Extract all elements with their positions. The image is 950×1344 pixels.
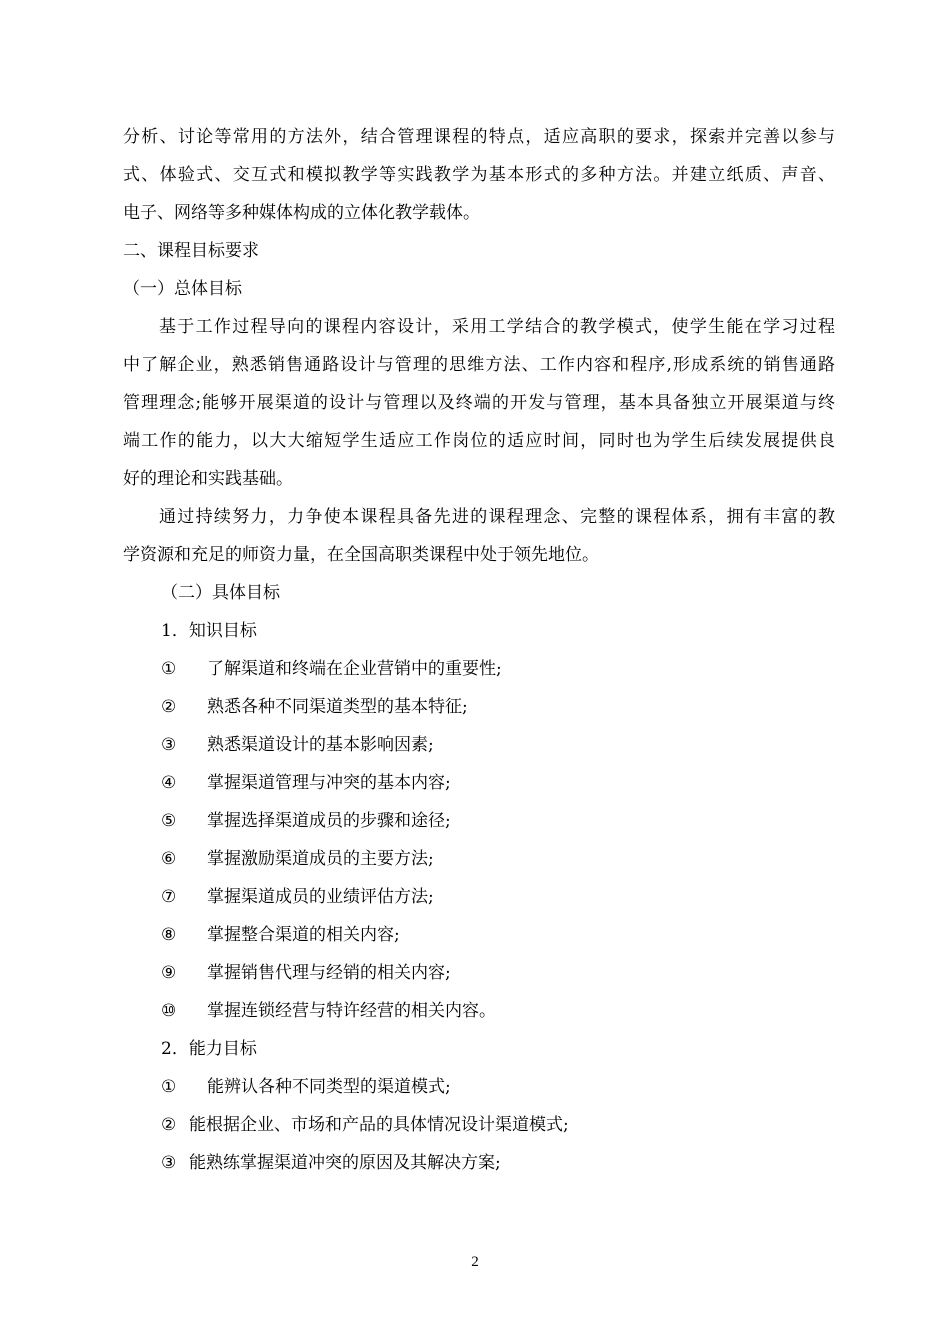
list-number: ③ (161, 1153, 177, 1173)
list-item (123, 764, 835, 802)
list-number: ① (161, 659, 177, 679)
list-number: ② (161, 697, 177, 717)
list-item (123, 878, 835, 916)
list-item (123, 802, 835, 840)
list-item (123, 840, 835, 878)
list-item (123, 992, 835, 1030)
list-text: 掌握销售代理与经销的相关内容; (207, 963, 451, 983)
list-number: ⑧ (161, 925, 177, 945)
list-item (123, 650, 835, 688)
list-item (123, 1106, 835, 1144)
list-item (123, 726, 835, 764)
list-item (123, 1144, 835, 1182)
section-heading: 二、课程目标要求 (123, 241, 259, 261)
list-text: 能根据企业、市场和产品的具体情况设计渠道模式; (189, 1115, 569, 1135)
subsection-heading-specific: （二）具体目标 (161, 583, 280, 603)
list-number: ③ (161, 735, 177, 755)
knowledge-goals-heading: 1．知识目标 (161, 621, 257, 641)
paragraph-line: 基于工作过程导向的课程内容设计，采用工学结合的教学模式，使学生能在学习过程 (159, 317, 835, 337)
paragraph-line: 电子、网络等多种媒体构成的立体化教学载体。 (123, 203, 480, 223)
page-number: 2 (471, 1254, 479, 1270)
paragraph-line: 中了解企业，熟悉销售通路设计与管理的思维方法、工作内容和程序,形成系统的销售通路 (123, 355, 835, 375)
list-text: 掌握选择渠道成员的步骤和途径; (207, 811, 451, 831)
list-number: ⑦ (161, 887, 177, 907)
list-text: 熟悉渠道设计的基本影响因素; (207, 735, 434, 755)
list-number: ⑩ (161, 1001, 177, 1021)
page-content (123, 118, 835, 1182)
ability-goals-heading: 2．能力目标 (161, 1039, 257, 1059)
list-number: ② (161, 1115, 177, 1135)
list-text: 掌握激励渠道成员的主要方法; (207, 849, 434, 869)
paragraph-line: 分析、讨论等常用的方法外，结合管理课程的特点，适应高职的要求，探索并完善以参与 (123, 127, 835, 147)
list-number: ⑥ (161, 849, 177, 869)
list-item (123, 916, 835, 954)
list-number: ① (161, 1077, 177, 1097)
list-item (123, 954, 835, 992)
list-item (123, 688, 835, 726)
list-text: 了解渠道和终端在企业营销中的重要性; (207, 659, 502, 679)
paragraph-line: 管理理念;能够开展渠道的设计与管理以及终端的开发与管理，基本具备独立开展渠道与终 (123, 393, 835, 413)
subsection-heading-general: （一）总体目标 (123, 279, 242, 299)
list-text: 能辨认各种不同类型的渠道模式; (207, 1077, 451, 1097)
paragraph-line: 学资源和充足的师资力量，在全国高职类课程中处于领先地位。 (123, 545, 599, 565)
list-number: ⑨ (161, 963, 177, 983)
list-text: 掌握连锁经营与特许经营的相关内容。 (207, 1001, 496, 1021)
list-number: ④ (161, 773, 177, 793)
list-text: 掌握渠道成员的业绩评估方法; (207, 887, 434, 907)
paragraph-line: 端工作的能力，以大大缩短学生适应工作岗位的适应时间，同时也为学生后续发展提供良 (123, 431, 835, 451)
paragraph-line: 好的理论和实践基础。 (123, 469, 293, 489)
list-text: 掌握渠道管理与冲突的基本内容; (207, 773, 451, 793)
list-text: 能熟练掌握渠道冲突的原因及其解决方案; (189, 1153, 501, 1173)
list-item (123, 1068, 835, 1106)
paragraph-line: 通过持续努力，力争使本课程具备先进的课程理念、完整的课程体系，拥有丰富的教 (159, 507, 835, 527)
paragraph-line: 式、体验式、交互式和模拟教学等实践教学为基本形式的多种方法。并建立纸质、声音、 (123, 165, 835, 185)
list-text: 掌握整合渠道的相关内容; (207, 925, 400, 945)
list-text: 熟悉各种不同渠道类型的基本特征; (207, 697, 468, 717)
list-number: ⑤ (161, 811, 177, 831)
